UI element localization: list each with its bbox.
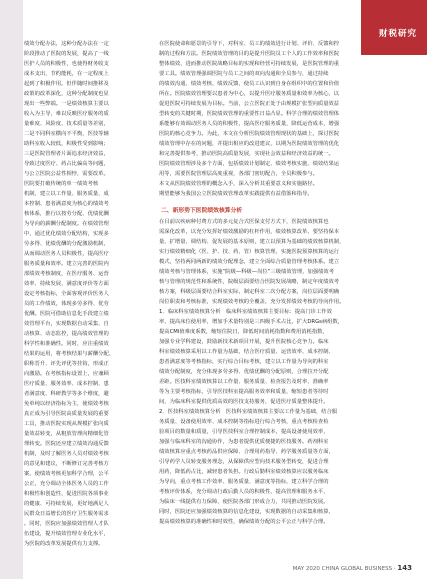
text-line: 从而调动医务人员积极性，提高医疗 (24, 251, 109, 257)
text-line: 加强专业学科建设，鼓励新技术新项目开展，提升医院核心竞争力。临床 (159, 339, 329, 345)
page-footer (293, 564, 412, 572)
text-line: 率，提高床位使用率，增加手术量特别是三四级手术占比，扩大DRGs病组数， (159, 319, 344, 325)
text-line: 结果的运用，将考核结果与薪酬分配、 (24, 351, 115, 357)
text-line: 岗位职责和考核标准，实现绩效考核的全覆盖，充分发挥绩效考核的导向作用。 (159, 299, 345, 305)
text-line: 导致过度医疗、药占比偏高等问题， (24, 161, 109, 167)
left-column-text (24, 39, 148, 549)
text-line: 为医院的改革发展提供有力支撑。 (24, 541, 104, 547)
text-line: 用药，降低药占比，减轻患者负担。行政后勤科室绩效核算应以服务临床 (159, 469, 329, 475)
text-line: 起到了积极作用。但伴随时间推移及 (24, 81, 109, 87)
text-line: 绩效分配制度，充分体现多劳多得、优绩优酬的分配原则，合理拉开分配 (159, 369, 329, 375)
text-line: 模式，坚持两同两新的绩效分配理念，建立全面综合质量管理考核体系。建立 (159, 259, 340, 265)
text-line: 的绩效沟通、绩效考核、绩效反馈，使员工认识到自身在组织中的位置和价值 (159, 81, 340, 87)
text-line: 绩效管理中存在的问题，并提出相应的改进建议，以期为医院绩效管理的优化 (159, 141, 340, 147)
text-line: 制的过程和方法。医院绩效管理的目的是提升医院员工个人的工作效率和医院 (159, 51, 340, 57)
text-line: 在医院使命和愿景的引导下，对科室、员工的绩效进行计划、评价、反馈和控 (159, 41, 340, 47)
text-line: 在目前以疾病种付费方式的多元复合式医保支付方式下，医院绩效核算也 (159, 219, 329, 225)
text-line: 用等，需要医院管理层高度重视，各部门密切配合，全员积极参与。 (159, 171, 318, 177)
text-line: 真正成为引导医院高质量发展的重要 (24, 411, 109, 417)
text-line: 核与管理的规范性和系统性，院级层面要结合医院发展战略，制定年度绩效考 (159, 279, 340, 285)
text-line: 务质量、设备使用效率、成本控制等指标进行综合考核，重点考核检查检 (159, 419, 329, 425)
text-line: 加强与临床科室的沟通协作，为患者提供优质便捷的医技服务。药剂科室 (159, 439, 329, 445)
text-line: 为临床一线提供有力保障，使医院各部门形成合力，共同推动医院发展。 (159, 499, 329, 505)
text-line: 医院的核心竞争力。为此，本文在分析医院绩效管理现状的基础上，探讨医院 (159, 131, 340, 137)
text-line: 收入为主导，难以反映医疗服务的质 (24, 111, 109, 117)
text-line: 绩效核算应重点考核药品供应保障、合理用药指导、药学服务质量等方面， (159, 449, 334, 455)
text-line: 科室绩效核算采用以工作量为基础，结合医疗质量、运营效率、成本控制、 (159, 349, 334, 355)
page-number: 143 (397, 564, 412, 572)
text-line: 者满意度、科研教学等多个维度，避 (24, 391, 109, 397)
text-line: 助科室收入较低，积极性受到影响； (24, 141, 109, 147)
text-line: 三是医院管理者片面追求经济效益， (24, 151, 109, 157)
text-line: 机制，建立以工作量、服务质量、成 (24, 191, 109, 197)
text-line: 和完善提供参考，推动医院高质量发展，实现社会效益和经济效益的统一。 (159, 151, 334, 157)
text-line: 公正，充分调动全体医务人员的工作 (24, 481, 109, 487)
text-line: 效管理平台，实现数据自动采集、自 (24, 321, 109, 327)
text-line: 促进医院可持续发展为目标。当前，公立医院正处于由规模扩张型向质量效益 (159, 101, 340, 107)
text-line: 差距。医技科室绩效核算以工作量、服务质量、检查报告及时率、准确率 (159, 379, 329, 385)
text-line: 现出一些弊端。一是绩效核算主要以 (24, 101, 109, 107)
text-line: 核方案，科级层面要结合科室实际，制定科室二次分配方案，岗位层面要明确 (159, 289, 340, 295)
text-line: 实行绩效精细化（医、护、技、药、管）核算管理，实施医院预算核算的运行 (159, 249, 340, 255)
text-line: 为导向，重点考核工作效率、服务质量、满意度等指标，建立科学合理的 (159, 479, 329, 485)
text-line: 伍建设，提升绩效管理专业化水平， (24, 531, 109, 537)
text-line: 医护人员的积极性，也使得财务收支 (24, 61, 109, 67)
right-column-intro (159, 39, 403, 199)
footer-journal: MAY 2020 CHINA GLOBAL BUSINESS · (292, 566, 396, 572)
text-line: 的健康、可持续发展，更好地满足人 (24, 501, 109, 507)
text-line: 量、扩增量、调结构、促发展的基本原则，建立以预算为基础的绩效核算机制， (159, 239, 345, 245)
text-line: 医院绩效管理涉及多个方面，包括绩效计划制定、绩效考核实施、绩效结果运 (159, 161, 340, 167)
text-line: 本控制、患者满意度为核心的绩效考 (24, 201, 109, 207)
text-line: 量效益转变，从粗放管理向精细化管 (24, 431, 109, 437)
text-line: 中，通过优化绩效分配结构，实现多 (24, 231, 109, 237)
text-line: 验项目的数量和质量，引导医技科室合理控制成本，提高设备使用效率， (159, 429, 329, 435)
text-line: 案，使绩效考核更加科学合理，公平 (24, 471, 109, 477)
text-line: 本文从医院绩效管理的概念入手，深入分析其重要意义和实施路径。 (159, 181, 318, 187)
text-line: 引导药学人员转变服务理念，从保障供应型向技术服务型转变，促进合理 (159, 459, 329, 465)
text-line: 量难度、风险度、技术质量等差别， (24, 121, 109, 127)
text-line: 需深化改革，以充分发挥好绩效激励的杠杆作用，绩效核算改革、要坚持保本 (159, 229, 340, 235)
text-line: 整体绩效，进而推动医院战略目标的实现和经营可持续发展，是医院管理的重 (159, 61, 340, 67)
text-line: 职称晋升、评先评优等挂钩，形成正 (24, 361, 109, 367)
text-line: 绩效分配办法，这种分配办法在一定 (24, 41, 109, 47)
text-line: 要工具。绩效管理强调医院与员工之间的双向沟通和全员参与，通过持续 (159, 71, 329, 77)
text-line: 系能够有效调动医务人员的积极性，提高医疗服务质量，降低运营成本，增强 (159, 121, 340, 127)
text-line: 积极性和创造性，促进医院各项事业 (24, 491, 109, 497)
right-column-body (159, 217, 403, 527)
text-line: 期望能够为我国公立医院绩效管理改革实践提供有益借鉴和指导。 (159, 191, 313, 197)
text-line: 免单纯以经济指标为主，使绩效考核 (24, 401, 109, 407)
text-line: 优酬。医院可借助信息化手段建立绩 (24, 311, 109, 317)
text-line: 与公立医院公益性相悖，需要改革。 (24, 171, 109, 177)
text-line: 员的工作绩效，体现多劳多得、优劳 (24, 301, 109, 307)
text-line: 机制，及时了解医务人员对绩效考核 (24, 451, 109, 457)
text-line: 所在。医院绩效管理要以患者为中心，以提升医疗服务质量和效率为核心，以 (159, 91, 340, 97)
text-line: 型转变的关键时期，医院绩效管理的重要性日益凸显。科学合理的绩效管理体 (159, 111, 340, 117)
text-line: 考核评价体系，充分调动行政后勤人员的积极性，提高管理和服务水平， (159, 489, 329, 495)
text-line: 部绩效考核制度，在医疗服务、运营 (24, 271, 109, 277)
text-line: 劳多得、优绩优酬的分配激励机制， (24, 241, 109, 247)
text-line: 理转变。医院还应建立绩效沟通反馈 (24, 441, 109, 447)
text-line: 医院要打破传统的单一绩效考核 (24, 181, 99, 187)
section-heading: 二、新形势下医院绩效核算分析 (161, 208, 243, 214)
text-line: 提高CMI值难度系数，缩短住院日，降低时间消耗指数和费用消耗指数， (159, 329, 328, 335)
text-line: 等为主要考核指标，引导医技科室提高服务效率和质量，缩短患者等待时 (159, 389, 329, 395)
text-line: 阶段推动了医院的发展，提高了一线 (24, 51, 109, 57)
text-line: 同时，医院还应加强绩效核算的信息化建设，实现数据的自动采集和核算， (159, 509, 334, 515)
text-line: 1．临床科室绩效核算分析 临床科室绩效核算主要目标：提高门诊工作效 (159, 309, 332, 315)
text-line: 的意见和建议，不断修订完善考核方 (24, 461, 109, 467)
text-line: 效率、持续发展、满意度评价等方面 (24, 281, 109, 287)
text-line: 设定考核指标，全面客观评价医务人 (24, 291, 109, 297)
text-line: 动核算、动态监控，提高绩效管理的 (24, 331, 109, 337)
text-line: 工具，推动医院实现从规模扩张向质 (24, 421, 109, 427)
text-line: 患者满意度等考核指标，实行综合目标考核，建立以工作量为导向的科室 (159, 359, 329, 365)
text-line: 民群众日益增长的医疗卫生服务需求 (24, 511, 109, 517)
text-line: 服务质量和效率。建立完善的医院内 (24, 261, 109, 267)
text-line: 。同时，医院应加强绩效管理人才队 (24, 521, 109, 527)
text-line: 二是不同科室横向不平衡，医技等辅 (24, 131, 109, 137)
text-line: 政策的改革深化，这种分配制度也显 (24, 91, 109, 97)
section-label: 财税研究 (378, 29, 417, 39)
text-line: 间，为临床科室提供优质高效的医技支持服务，促进医疗质量整体提升。 (159, 399, 329, 405)
text-line: 提高绩效核算的准确性和时效性，确保绩效分配的公平公正与科学合理。 (159, 519, 329, 525)
text-line: 核体系，推行以按劳分配、优绩优酬 (24, 211, 109, 217)
text-line: 成本支出，节约能耗，在一定程度上 (24, 71, 109, 77)
text-line: 向激励。在考核指标设置上，应兼顾 (24, 371, 109, 377)
text-line: 2．医技科室绩效核算分析 医技科室绩效核算主要以工作量为基础，结合服 (159, 409, 338, 415)
text-line: 绩效考核与管理体系，实施“院级—科级—岗位”三级绩效管理，加强绩效考 (159, 269, 334, 275)
text-line: 为导向的薪酬分配制度。在绩效管理 (24, 221, 109, 227)
text-line: 医疗质量、服务效率、成本控制、患 (24, 381, 109, 387)
text-line: 科学性和准确性。同时，应注重绩效 (24, 341, 109, 347)
